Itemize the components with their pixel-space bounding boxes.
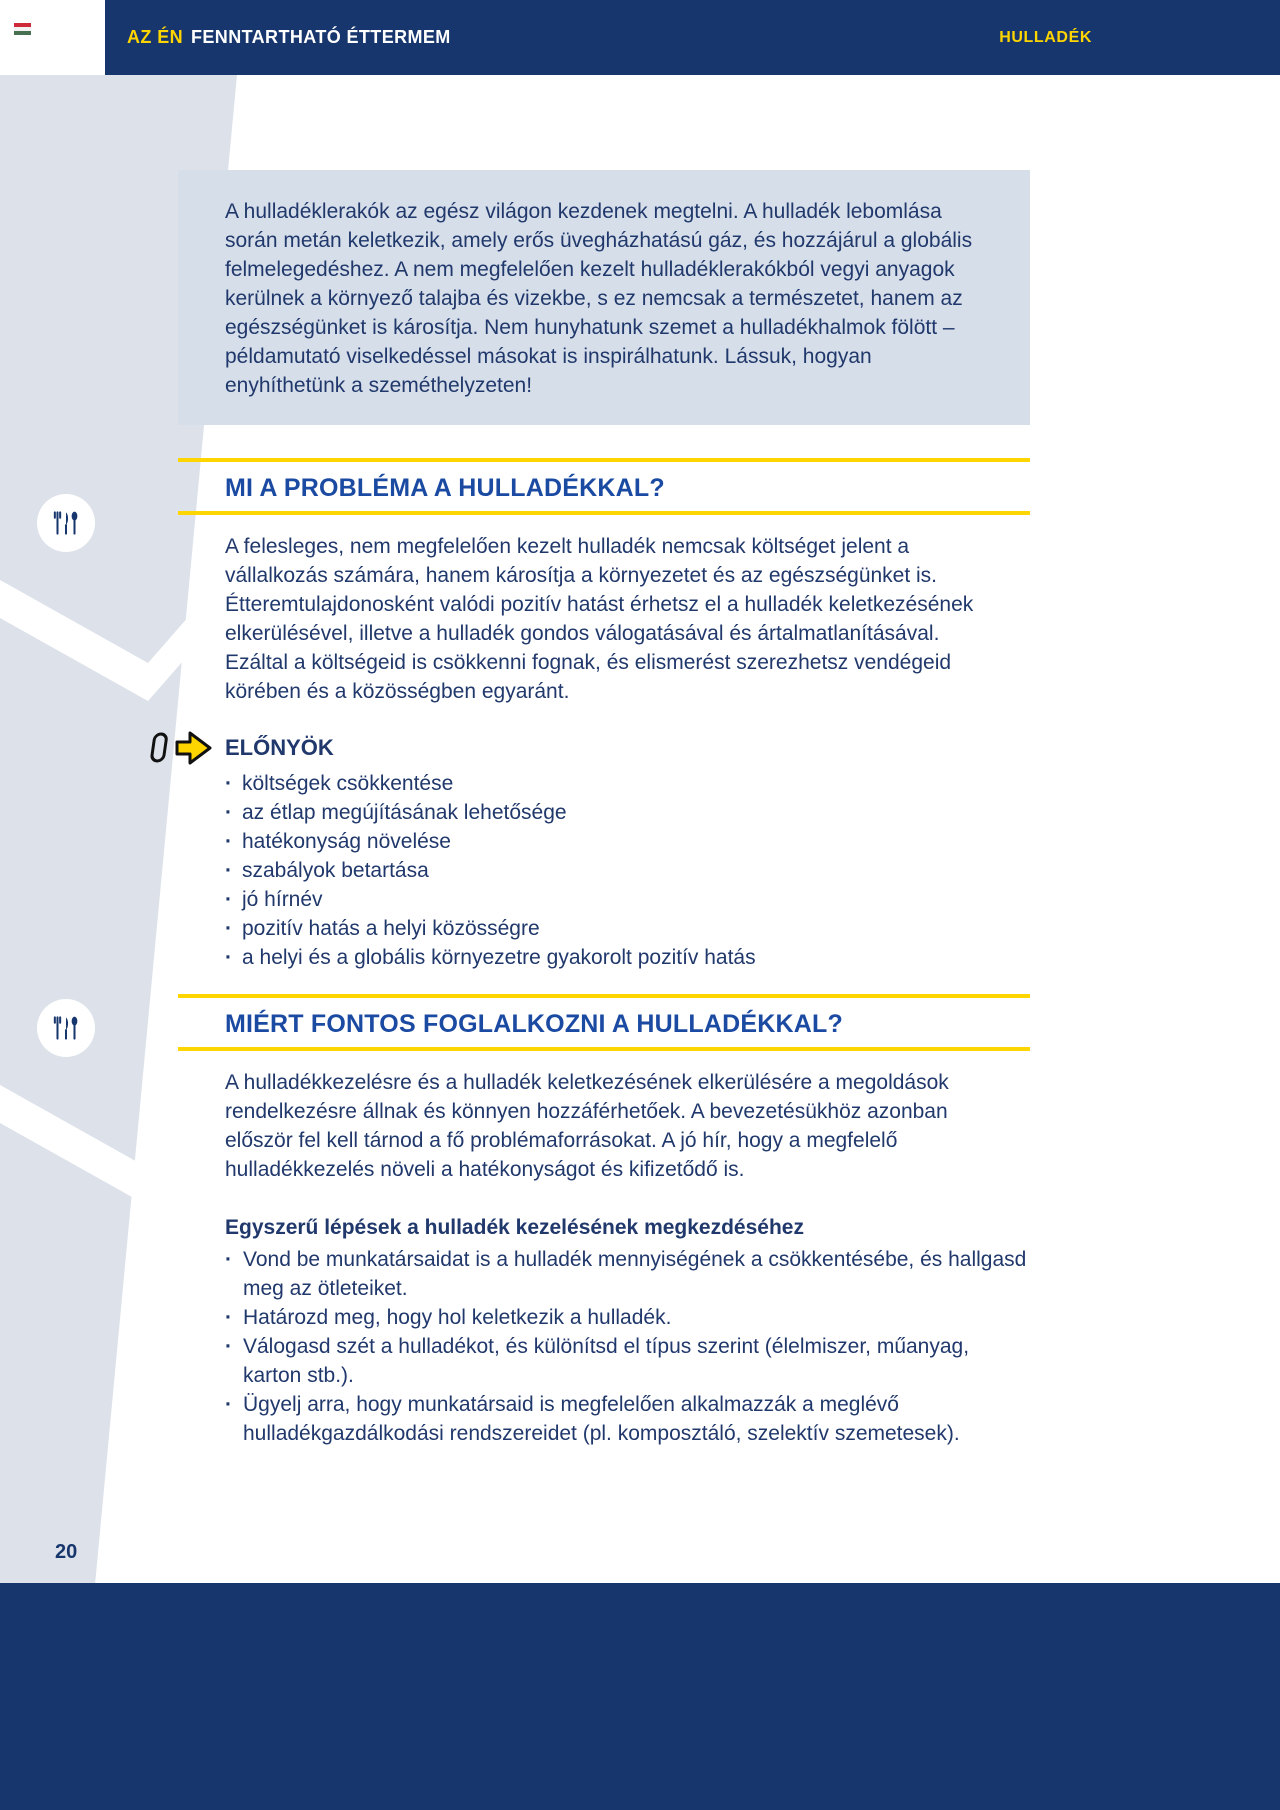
list-item: [225, 914, 1030, 943]
bullet: ·: [225, 1335, 232, 1358]
list-item-text: Ügyelj arra, hogy munkatársaid is megfelelően alkalmazzák a meglévő hulladékgazdálkodási rendszereidet (pl. komposztáló, szelektív szemetesek).: [243, 1393, 960, 1445]
steps-list: [178, 1245, 1030, 1448]
main-content: [178, 170, 1030, 1448]
list-item-text: pozitív hatás a helyi közösségre: [242, 917, 540, 940]
benefits-list: [225, 769, 1030, 972]
page-number: 20: [55, 1541, 78, 1563]
bullet: ·: [225, 772, 232, 795]
list-item: [225, 856, 1030, 885]
arrow-right-icon: [150, 727, 218, 774]
chapter-label: HULLADÉK: [999, 28, 1092, 46]
section-2-header: [178, 994, 1030, 1051]
list-item-text: szabályok betartása: [242, 859, 429, 882]
bullet: ·: [225, 1306, 232, 1329]
document-title: [127, 27, 451, 48]
list-item: [225, 943, 1030, 972]
list-item: [225, 1390, 1030, 1448]
list-item: [225, 1303, 1030, 1332]
document-title-rest: FENNTARTHATÓ ÉTTERMEM: [191, 27, 451, 47]
list-item-text: jó hírnév: [242, 888, 323, 911]
list-item: [225, 885, 1030, 914]
cutlery-badge: [37, 999, 95, 1057]
list-item: [225, 769, 1030, 798]
intro-box: [178, 170, 1030, 425]
list-item: [225, 1332, 1030, 1390]
document-title-accent: AZ ÉN: [127, 27, 183, 47]
yellow-rule: [178, 511, 1030, 515]
list-item: [225, 798, 1030, 827]
bullet: ·: [225, 946, 232, 969]
list-item: [225, 1245, 1030, 1303]
cutlery-icon: [49, 1011, 83, 1045]
cutlery-icon: [49, 506, 83, 540]
section-1-body: A felesleges, nem megfelelően kezelt hulladék nemcsak költséget jelent a vállalkozás számára, hanem károsítja a környezetet és az egészségünket is. Étteremtulajdonosként valódi pozitív hatást érhetsz el a hulladék keletkezésének elkerülésével, illetve a hulladék gondos válogatásával és ártalmatlanításával. Ezáltal a költségeid is csökkenni fognak, és elismerést szerezhetsz vendégeid körében és a közösségben egyaránt.: [225, 535, 974, 703]
bullet: ·: [225, 888, 232, 911]
hungary-flag-icon: [14, 23, 31, 35]
list-item-text: Vond be munkatársaidat is a hulladék mennyiségének a csökkentésébe, és hallgasd meg az ötleteiket.: [243, 1248, 1027, 1300]
yellow-rule: [178, 1047, 1030, 1051]
header-bar: [105, 0, 1280, 75]
benefits-block: [178, 733, 1030, 972]
bullet: ·: [225, 830, 232, 853]
bullet: ·: [225, 917, 232, 940]
section-1-heading: MI A PROBLÉMA A HULLADÉKKAL?: [225, 474, 665, 502]
section-2-heading: MIÉRT FONTOS FOGLALKOZNI A HULLADÉKKAL?: [225, 1010, 843, 1038]
list-item-text: költségek csökkentése: [242, 772, 454, 795]
section-1-header: [178, 458, 1030, 515]
page-header: [0, 0, 1280, 75]
bullet: ·: [225, 801, 232, 824]
list-item-text: Határozd meg, hogy hol keletkezik a hulladék.: [243, 1306, 672, 1329]
bullet: ·: [225, 1393, 232, 1416]
cutlery-badge: [37, 494, 95, 552]
logo-area: [0, 0, 105, 75]
steps-heading: Egyszerű lépések a hulladék kezelésének megkezdéséhez: [225, 1216, 804, 1239]
intro-paragraph: A hulladéklerakók az egész világon kezdenek megtelni. A hulladék lebomlása során metán keletkezik, amely erős üvegházhatású gáz, és hozzájárul a globális felmelegedéshez. A nem megfelelően kezelt hulladéklerakókból vegyi anyagok kerülnek a környező talajba és vizekbe, s ez nemcsak a természetet, hanem az egészségünket is károsítja. Nem hunyhatunk szemet a hulladékhalmok fölött – példamutató viselkedéssel másokat is inspirálhatunk. Lássuk, hogyan enyhíthetünk a szeméthelyzeten!: [225, 200, 973, 397]
list-item: [225, 827, 1030, 856]
bullet: ·: [225, 1248, 232, 1271]
section-2-body: A hulladékkezelésre és a hulladék keletkezésének elkerülésére a megoldások rendelkezésre állnak és könnyen hozzáférhetőek. A bevezetésükhöz azonban először fel kell tárnod a fő problémaforrásokat. A jó hír, hogy a megfelelő hulladékkezelés növeli a hatékonyságot és kifizetődő is.: [225, 1071, 949, 1181]
footer-bar: [0, 1583, 1280, 1810]
bullet: ·: [225, 859, 232, 882]
benefits-heading: ELŐNYÖK: [225, 735, 334, 760]
list-item-text: az étlap megújításának lehetősége: [242, 801, 567, 824]
list-item-text: Válogasd szét a hulladékot, és különítsd el típus szerint (élelmiszer, műanyag, karton stb.).: [243, 1335, 970, 1387]
list-item-text: hatékonyság növelése: [242, 830, 451, 853]
list-item-text: a helyi és a globális környezetre gyakorolt pozitív hatás: [242, 946, 756, 969]
